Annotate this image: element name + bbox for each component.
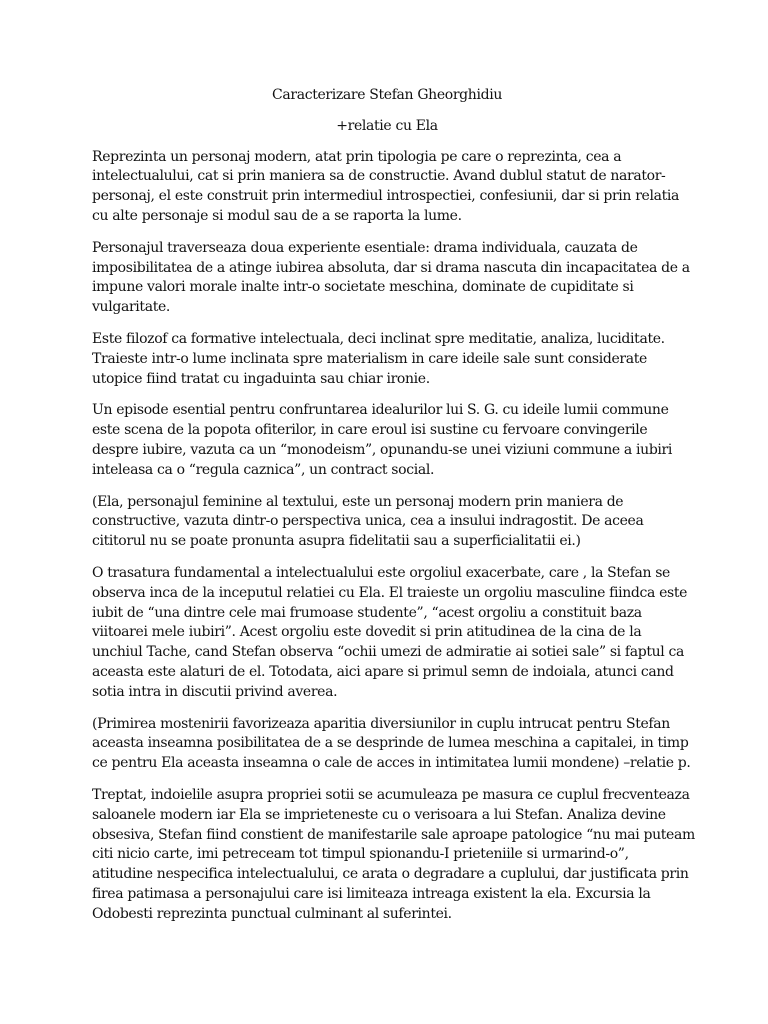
paragraph-1	[92, 148, 682, 227]
text-line: Este filozof ca formative intelectuala, deci inclinat spre meditatie, analiza, luciditate.	[92, 330, 665, 347]
text-line: firea patimasa a personajului care isi limiteaza intreaga existent la ela. Excursia la	[92, 885, 651, 902]
text-line: Treptat, indoielile asupra propriei sotii se acumuleaza pe masura ce cuplul frecventeaza	[92, 786, 690, 803]
paragraph-4	[92, 401, 682, 480]
document-page	[92, 86, 695, 936]
text-line: sotia intra in discutii privind averea.	[92, 683, 338, 700]
text-line: este scena de la popota ofiterilor, in care eroul isi sustine cu fervoare convingerile	[92, 422, 648, 439]
text-line: intelectualului, cat si prin maniera sa de constructie. Avand dublul statut de narator-	[92, 168, 666, 185]
text-line: O trasatura fundamental a intelectualului este orgoliul exacerbate, care , la Stefan se	[92, 564, 670, 581]
text-line: despre iubire, vazuta ca un “monodeism”, opunandu-se unei viziuni commune a iubiri	[92, 441, 673, 458]
text-line: aceasta este alaturi de el. Totodata, aici apare si primul semn de indoiala, atunci cand	[92, 663, 674, 680]
paragraph-7	[92, 715, 691, 774]
paragraph-5	[92, 493, 682, 552]
document-title: Caracterizare Stefan Gheorghidiu	[272, 87, 502, 103]
text-line: vulgaritate.	[92, 299, 171, 316]
text-line: Reprezinta un personaj modern, atat prin tipologia pe care o reprezinta, cea a	[92, 148, 622, 165]
text-line: unchiul Tache, cand Stefan observa “ochii umezi de admiratie ai sotiei sale” si faptul ca	[92, 644, 685, 661]
text-line: viitoarei mele iubiri”. Acest orgoliu este dovedit si prin atitudinea de la cina de la	[92, 624, 642, 641]
paragraph-3	[92, 330, 682, 389]
text-line: cititorul nu se poate pronunta asupra fidelitatii sau a superficialitatii ei.)	[92, 533, 581, 550]
text-line: obsesiva, Stefan fiind constient de manifestarile sale aproape patologice “nu mai puteam	[92, 826, 695, 843]
text-line: Personajul traverseaza doua experiente esentiale: drama individuala, cauzata de	[92, 239, 638, 256]
text-line: personaj, el este construit prin intermediul introspectiei, confesiunii, dar si prin relatia	[92, 188, 680, 205]
text-line: inteleasa ca o “regula caznica”, un contract social.	[92, 461, 435, 478]
text-line: utopice fiind tratat cu ingaduinta sau chiar ironie.	[92, 370, 430, 387]
text-line: saloanele modern iar Ela se imprieteneste cu o verisoara a lui Stefan. Analiza devine	[92, 806, 666, 823]
text-line: imposibilitatea de a atinge iubirea absoluta, dar si drama nascuta din incapacitatea de a	[92, 259, 690, 276]
text-line: observa inca de la inceputul relatiei cu Ela. El traieste un orgoliu masculine fiindca este	[92, 584, 688, 601]
text-line: atitudine nespecifica intelectualului, ce arata o degradare a cuplului, dar justificata prin	[92, 866, 689, 883]
text-line: (Primirea mostenirii favorizeaza aparitia diversiunilor in cuplu intrucat pentru Stefan	[92, 715, 670, 732]
text-line: ce pentru Ela aceasta inseamna o cale de acces in intimitatea lumii mondene) –relatie p.	[92, 755, 691, 772]
paragraph-8	[92, 786, 695, 925]
text-line: Traieste intr-o lume inclinata spre materialism in care ideile sale sunt considerate	[92, 350, 647, 367]
text-line: constructive, vazuta dintr-o perspectiva unica, cea a insului indragostit. De aceea	[92, 513, 644, 530]
document-subtitle: +relatie cu Ela	[336, 117, 438, 134]
text-line: Odobesti reprezinta punctual culminant al suferintei.	[92, 905, 452, 922]
paragraph-6	[92, 564, 688, 703]
text-line: (Ela, personajul feminine al textului, este un personaj modern prin maniera de	[92, 493, 624, 510]
text-line: iubit de “una dintre cele mai frumoase studente”, “acest orgoliu a constituit baza	[92, 604, 642, 621]
text-line: Un episode esential pentru confruntarea idealurilor lui S. G. cu ideile lumii commune	[92, 402, 669, 419]
text-line: citi nicio carte, imi petreceam tot timpul spionandu-I prieteniile si urmarind-o”,	[92, 846, 629, 863]
text-line: impune valori morale inalte intr-o societate meschina, dominate de cupiditate si	[92, 279, 634, 296]
text-line: cu alte personaje si modul sau de a se raporta la lume.	[92, 207, 462, 224]
paragraph-2	[92, 239, 690, 318]
text-line: aceasta inseamna posibilitatea de a se desprinde de lumea meschina a capitalei, in timp	[92, 735, 689, 752]
